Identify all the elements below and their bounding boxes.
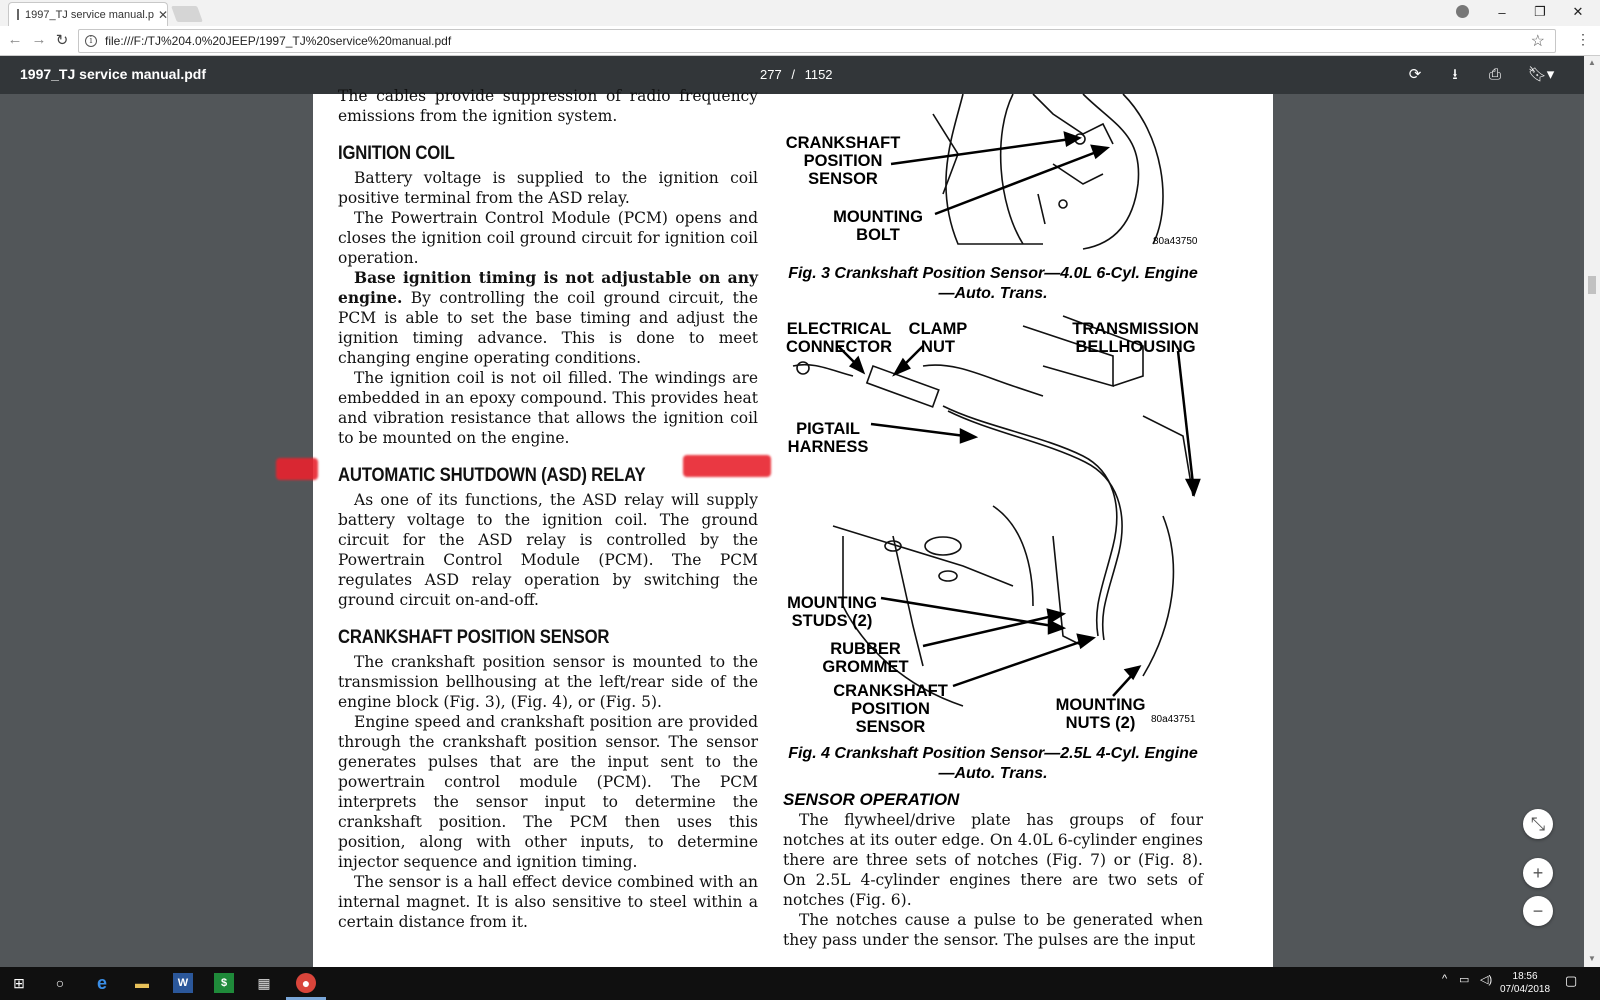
ignition-paragraph-3 (338, 268, 758, 368)
ignition-bold-text: Base ignition timing is not adjustable on any engine. (338, 268, 758, 307)
bookmark-star-icon[interactable]: ☆ (1530, 33, 1545, 50)
fig4-label-nuts: MOUNTING NUTS (2) (1055, 696, 1146, 732)
zoom-out-button[interactable]: − (1523, 896, 1553, 926)
new-tab-button[interactable] (171, 6, 203, 22)
info-icon[interactable]: i (85, 35, 97, 47)
print-icon[interactable]: ⎙ (1488, 66, 1501, 83)
app-icon[interactable]: $ (214, 973, 234, 993)
fig4-label-connector: ELECTRICAL CONNECTOR (785, 320, 893, 356)
network-icon[interactable]: ▭ (1459, 974, 1470, 986)
word-icon[interactable]: W (173, 973, 193, 993)
ignition-paragraph-1: Battery voltage is supplied to the ignition coil positive terminal from the ASD relay. (338, 169, 758, 207)
scroll-thumb[interactable] (1588, 276, 1596, 294)
asd-paragraph: As one of its functions, the ASD relay will supply battery voltage to the ignition coil. The ground circuit for the ASD relay is controlled by the Powertrain Control Module (PCM). The PCM regulates ASD relay operation by switching the ground circuit on-and-off. (338, 491, 758, 609)
page-current[interactable]: 277 (760, 67, 782, 82)
menu-icon[interactable]: ⋮ (1576, 31, 1590, 47)
clock-time: 18:56 (1512, 971, 1538, 982)
ignition-coil-heading: IGNITION COIL (338, 143, 455, 164)
download-icon[interactable]: ⭳ (1452, 66, 1458, 83)
left-column (338, 86, 758, 932)
ckp-heading: CRANKSHAFT POSITION SENSOR (338, 627, 610, 648)
back-icon[interactable]: ← (7, 31, 23, 48)
page-indicator (760, 67, 833, 82)
scroll-down-icon[interactable]: ▼ (1588, 954, 1596, 963)
url-text: file:///F:/TJ%204.0%20JEEP/1997_TJ%20service%20manual.pdf (105, 34, 452, 48)
fig3-label-bolt: MOUNTING BOLT (833, 208, 923, 244)
tab-strip (0, 0, 1600, 26)
scroll-up-icon[interactable]: ▲ (1588, 58, 1596, 67)
page-total: 1152 (804, 67, 833, 82)
pdf-viewer[interactable] (0, 87, 1584, 967)
fig4-caption: Fig. 4 Crankshaft Position Sensor—2.5L 4-Cyl. Engine—Auto. Trans. (788, 745, 1198, 782)
reload-icon[interactable]: ↻ (55, 32, 69, 49)
windows-taskbar (0, 967, 1600, 1000)
calculator-icon[interactable]: ▦ (257, 974, 271, 991)
ckp-paragraph-1: The crankshaft position sensor is mounted to the transmission bellhousing at the left/rear side of the engine block (Fig. 3), (Fig. 4), or (Fig. 5). (338, 653, 758, 711)
rotate-icon[interactable]: ⟳ (1408, 66, 1422, 83)
fig3-label-sensor: CRANKSHAFT POSITION SENSOR (785, 134, 901, 188)
ckp-paragraph-2: Engine speed and crankshaft position are provided through the crankshaft position sensor. The sensor generates pulses that are the input sent to the powertrain control module (PCM). The PCM interprets the sensor input to determine the crankshaft position. The PCM then uses this position, along with other inputs, to determine injector sequence and ignition timing. (338, 713, 758, 871)
address-bar[interactable] (78, 29, 1556, 53)
notifications-icon[interactable]: ▢ (1565, 973, 1578, 988)
browser-toolbar (0, 26, 1600, 56)
bookmark-icon[interactable]: 🔖︎▾ (1527, 66, 1555, 83)
clock[interactable] (1500, 970, 1550, 996)
right-column (783, 810, 1203, 950)
pdf-page (313, 87, 1273, 967)
pdf-title: 1997_TJ service manual.pdf (20, 66, 206, 82)
sensor-paragraph-1: The flywheel/drive plate has groups of four notches at its outer edge. On 4.0L 6-cylinder engines there are three sets of notches (Fig. 7) or (Fig. 8). On 2.5L 4-cylinder engines there are two sets of notches (Fig. 6). (783, 811, 1203, 909)
maximize-button[interactable]: ❐ (1534, 4, 1546, 19)
fig4-label-sensor: CRANKSHAFT POSITION SENSOR (833, 682, 948, 736)
fig3-caption: Fig. 3 Crankshaft Position Sensor—4.0L 6-Cyl. Engine—Auto. Trans. (788, 265, 1198, 302)
zoom-in-button[interactable]: + (1523, 858, 1553, 888)
clock-date: 07/04/2018 (1500, 984, 1551, 995)
minimize-button[interactable]: – (1498, 4, 1506, 20)
tray-chevron-icon[interactable]: ^ (1442, 973, 1448, 985)
cortana-icon[interactable]: ○ (55, 975, 65, 991)
sensor-paragraph-2: The notches cause a pulse to be generated when they pass under the sensor. The pulses are the input (783, 911, 1203, 949)
scrollbar[interactable] (1584, 56, 1600, 967)
fig3-code: 80a43750 (1153, 236, 1198, 247)
document-icon (17, 9, 19, 20)
ckp-paragraph-3: The sensor is a hall effect device combined with an internal magnet. It is also sensitive to steel within a certain distance from it. (338, 873, 758, 931)
chrome-icon[interactable]: ● (296, 973, 316, 993)
fig4-label-grommet: RUBBER GROMMET (822, 640, 909, 676)
fit-page-button[interactable]: ⤡ (1523, 809, 1553, 839)
ignition-paragraph-3-rest: By controlling the coil ground circuit, the PCM is able to set the base timing and adjust the ignition timing advance. This is done to meet changing engine operating conditions. (338, 289, 758, 367)
fig4-label-pigtail: PIGTAIL HARNESS (787, 420, 869, 456)
fig4-label-bellhousing: TRANSMISSION BELLHOUSING (1072, 320, 1199, 356)
close-window-button[interactable]: ✕ (1572, 4, 1584, 19)
highlight-mark (276, 458, 318, 480)
sensor-operation-heading: SENSOR OPERATION (783, 790, 960, 809)
edge-icon[interactable]: e (96, 972, 107, 993)
windows-start-icon[interactable]: ⊞ (13, 974, 25, 991)
fig4-code: 80a43751 (1151, 714, 1196, 725)
volume-icon[interactable]: ◁) (1480, 974, 1493, 986)
fig4-label-clamp: CLAMP NUT (908, 320, 968, 356)
tab-title: 1997_TJ service manual.p (25, 8, 155, 21)
forward-icon[interactable]: → (31, 31, 47, 48)
page-separator: / (791, 67, 795, 82)
fig4-label-studs: MOUNTING STUDS (2) (787, 594, 877, 630)
intro-text: The cables provide suppression of radio frequency emissions from the ignition system. (338, 87, 758, 125)
asd-relay-heading: AUTOMATIC SHUTDOWN (ASD) RELAY (338, 465, 646, 486)
ignition-paragraph-2: The Powertrain Control Module (PCM) opens and closes the ignition coil ground circuit for ignition coil operation. (338, 209, 758, 267)
pdf-toolbar (0, 56, 1584, 94)
ignition-paragraph-4: The ignition coil is not oil filled. The windings are embedded in an epoxy compound. This provides heat and vibration resistance that allows the ignition coil to be mounted on the engine. (338, 369, 758, 447)
file-explorer-icon[interactable]: ▬ (135, 975, 149, 991)
browser-tab[interactable] (8, 2, 168, 26)
tab-close-icon[interactable]: ✕ (158, 7, 169, 22)
profile-icon[interactable] (1456, 5, 1469, 18)
